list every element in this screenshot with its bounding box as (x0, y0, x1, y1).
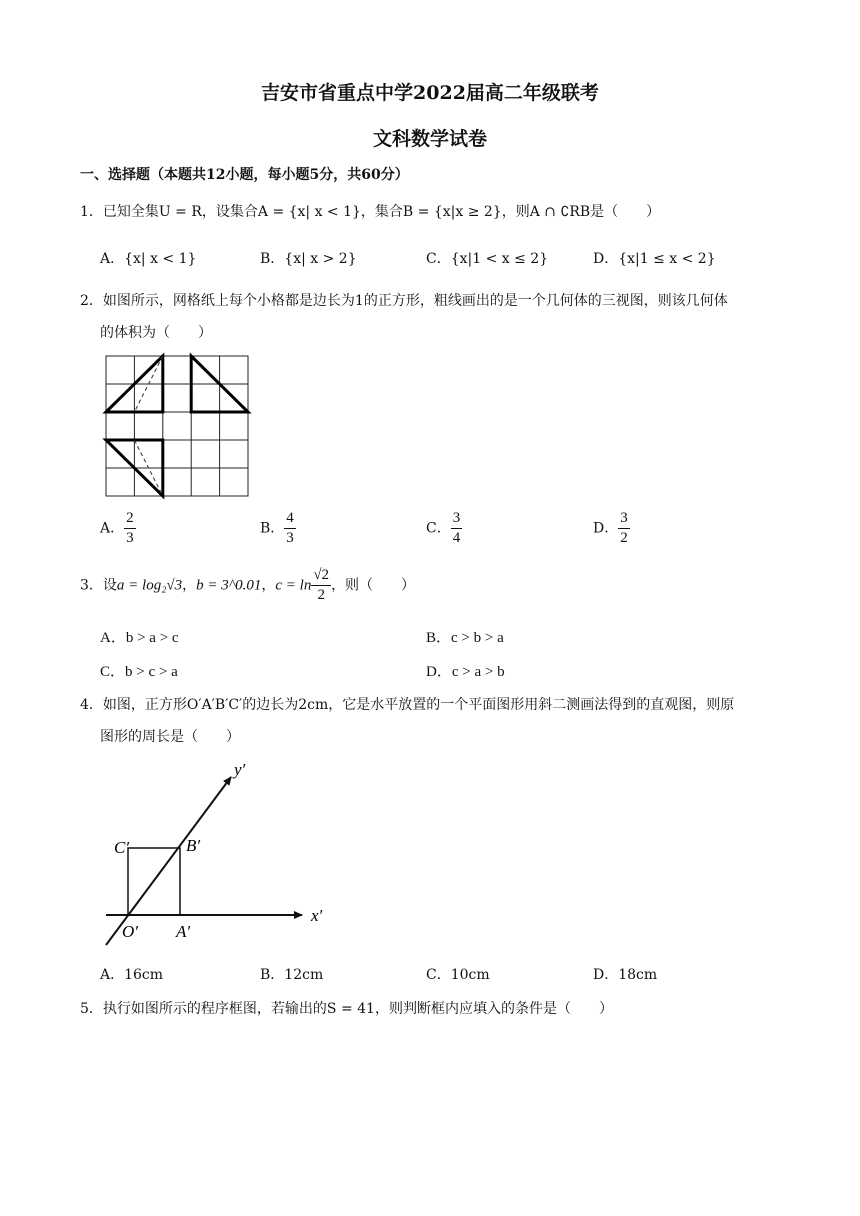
q4-option-b: B．12cm (260, 967, 324, 983)
label-o: O′ (122, 922, 138, 941)
question-4-stem-line2: 图形的周长是（ ） (100, 729, 240, 745)
label-a: A′ (176, 922, 191, 941)
oblique-projection-figure (96, 755, 346, 955)
page-title: 吉安市省重点中学2022届高二年级联考 (261, 82, 599, 104)
q3-option-c: C．b > c > a (100, 664, 178, 680)
q3-option-b: B．c > b > a (426, 630, 504, 646)
fraction: $\frac{√2}{2}$ (313, 567, 330, 603)
question-4-stem-line1: 4．如图，正方形O′A′B′C′的边长为2cm，它是水平放置的一个平面图形用斜二测画法得到的直观图，则原 (80, 697, 735, 713)
q2-option-a: A． $\frac{2}{3}$ (100, 510, 134, 546)
q1-option-c: C．{x|1 < x ≤ 2} (426, 251, 549, 267)
q1-option-b: B．{x| x > 2} (260, 251, 357, 267)
q2-option-c: C． $\frac{3}{4}$ (426, 510, 461, 546)
label-c: C′ (114, 838, 130, 857)
three-view-grid-figure (100, 350, 255, 500)
q4-option-a: A．16cm (100, 967, 164, 983)
question-2-stem-line1: 2．如图所示，网格纸上每个小格都是边长为1的正方形，粗线画出的是一个几何体的三视图，则该几何体 (80, 293, 728, 309)
q1-option-a: A．{x| x < 1} (100, 251, 197, 267)
fraction: $\frac{3}{4}$ (452, 510, 461, 546)
question-1-stem: 1．已知全集U = R，设集合A = {x| x < 1}，集合B = {x|x ≥ 2}，则A ∩ ∁RB是（ ） (80, 204, 661, 220)
q4-option-d: D．18cm (593, 967, 658, 983)
grid-lines (106, 356, 248, 496)
label-b: B′ (186, 836, 201, 855)
question-3-stem: 3．设a = log₂√3，b = 3^0.01，c = ln $\frac{√2}{2}$ ，则（ ） (80, 567, 416, 603)
fraction: $\frac{4}{3}$ (286, 510, 294, 546)
y-axis (106, 777, 231, 945)
page-subtitle: 文科数学试卷 (372, 128, 487, 150)
q3-option-a: A．b > a > c (100, 630, 179, 646)
q2-option-d: D． $\frac{3}{2}$ (593, 510, 628, 546)
fraction: $\frac{2}{3}$ (126, 510, 134, 546)
section-heading: 一、选择题（本题共12小题，每小题5分，共60分） (80, 167, 409, 183)
fraction: $\frac{3}{2}$ (620, 510, 628, 546)
label-x-axis: x′ (311, 906, 323, 925)
question-2-stem-line2: 的体积为（ ） (100, 325, 212, 341)
question-5-stem: 5．执行如图所示的程序框图，若输出的S = 41，则判断框内应填入的条件是（ ） (80, 1001, 613, 1017)
label-y-axis: y′ (234, 760, 246, 779)
q3-option-d: D．c > a > b (426, 664, 505, 680)
q4-option-c: C．10cm (426, 967, 490, 983)
q2-option-b: B． $\frac{4}{3}$ (260, 510, 294, 546)
q1-option-d: D．{x|1 ≤ x < 2} (593, 251, 716, 267)
